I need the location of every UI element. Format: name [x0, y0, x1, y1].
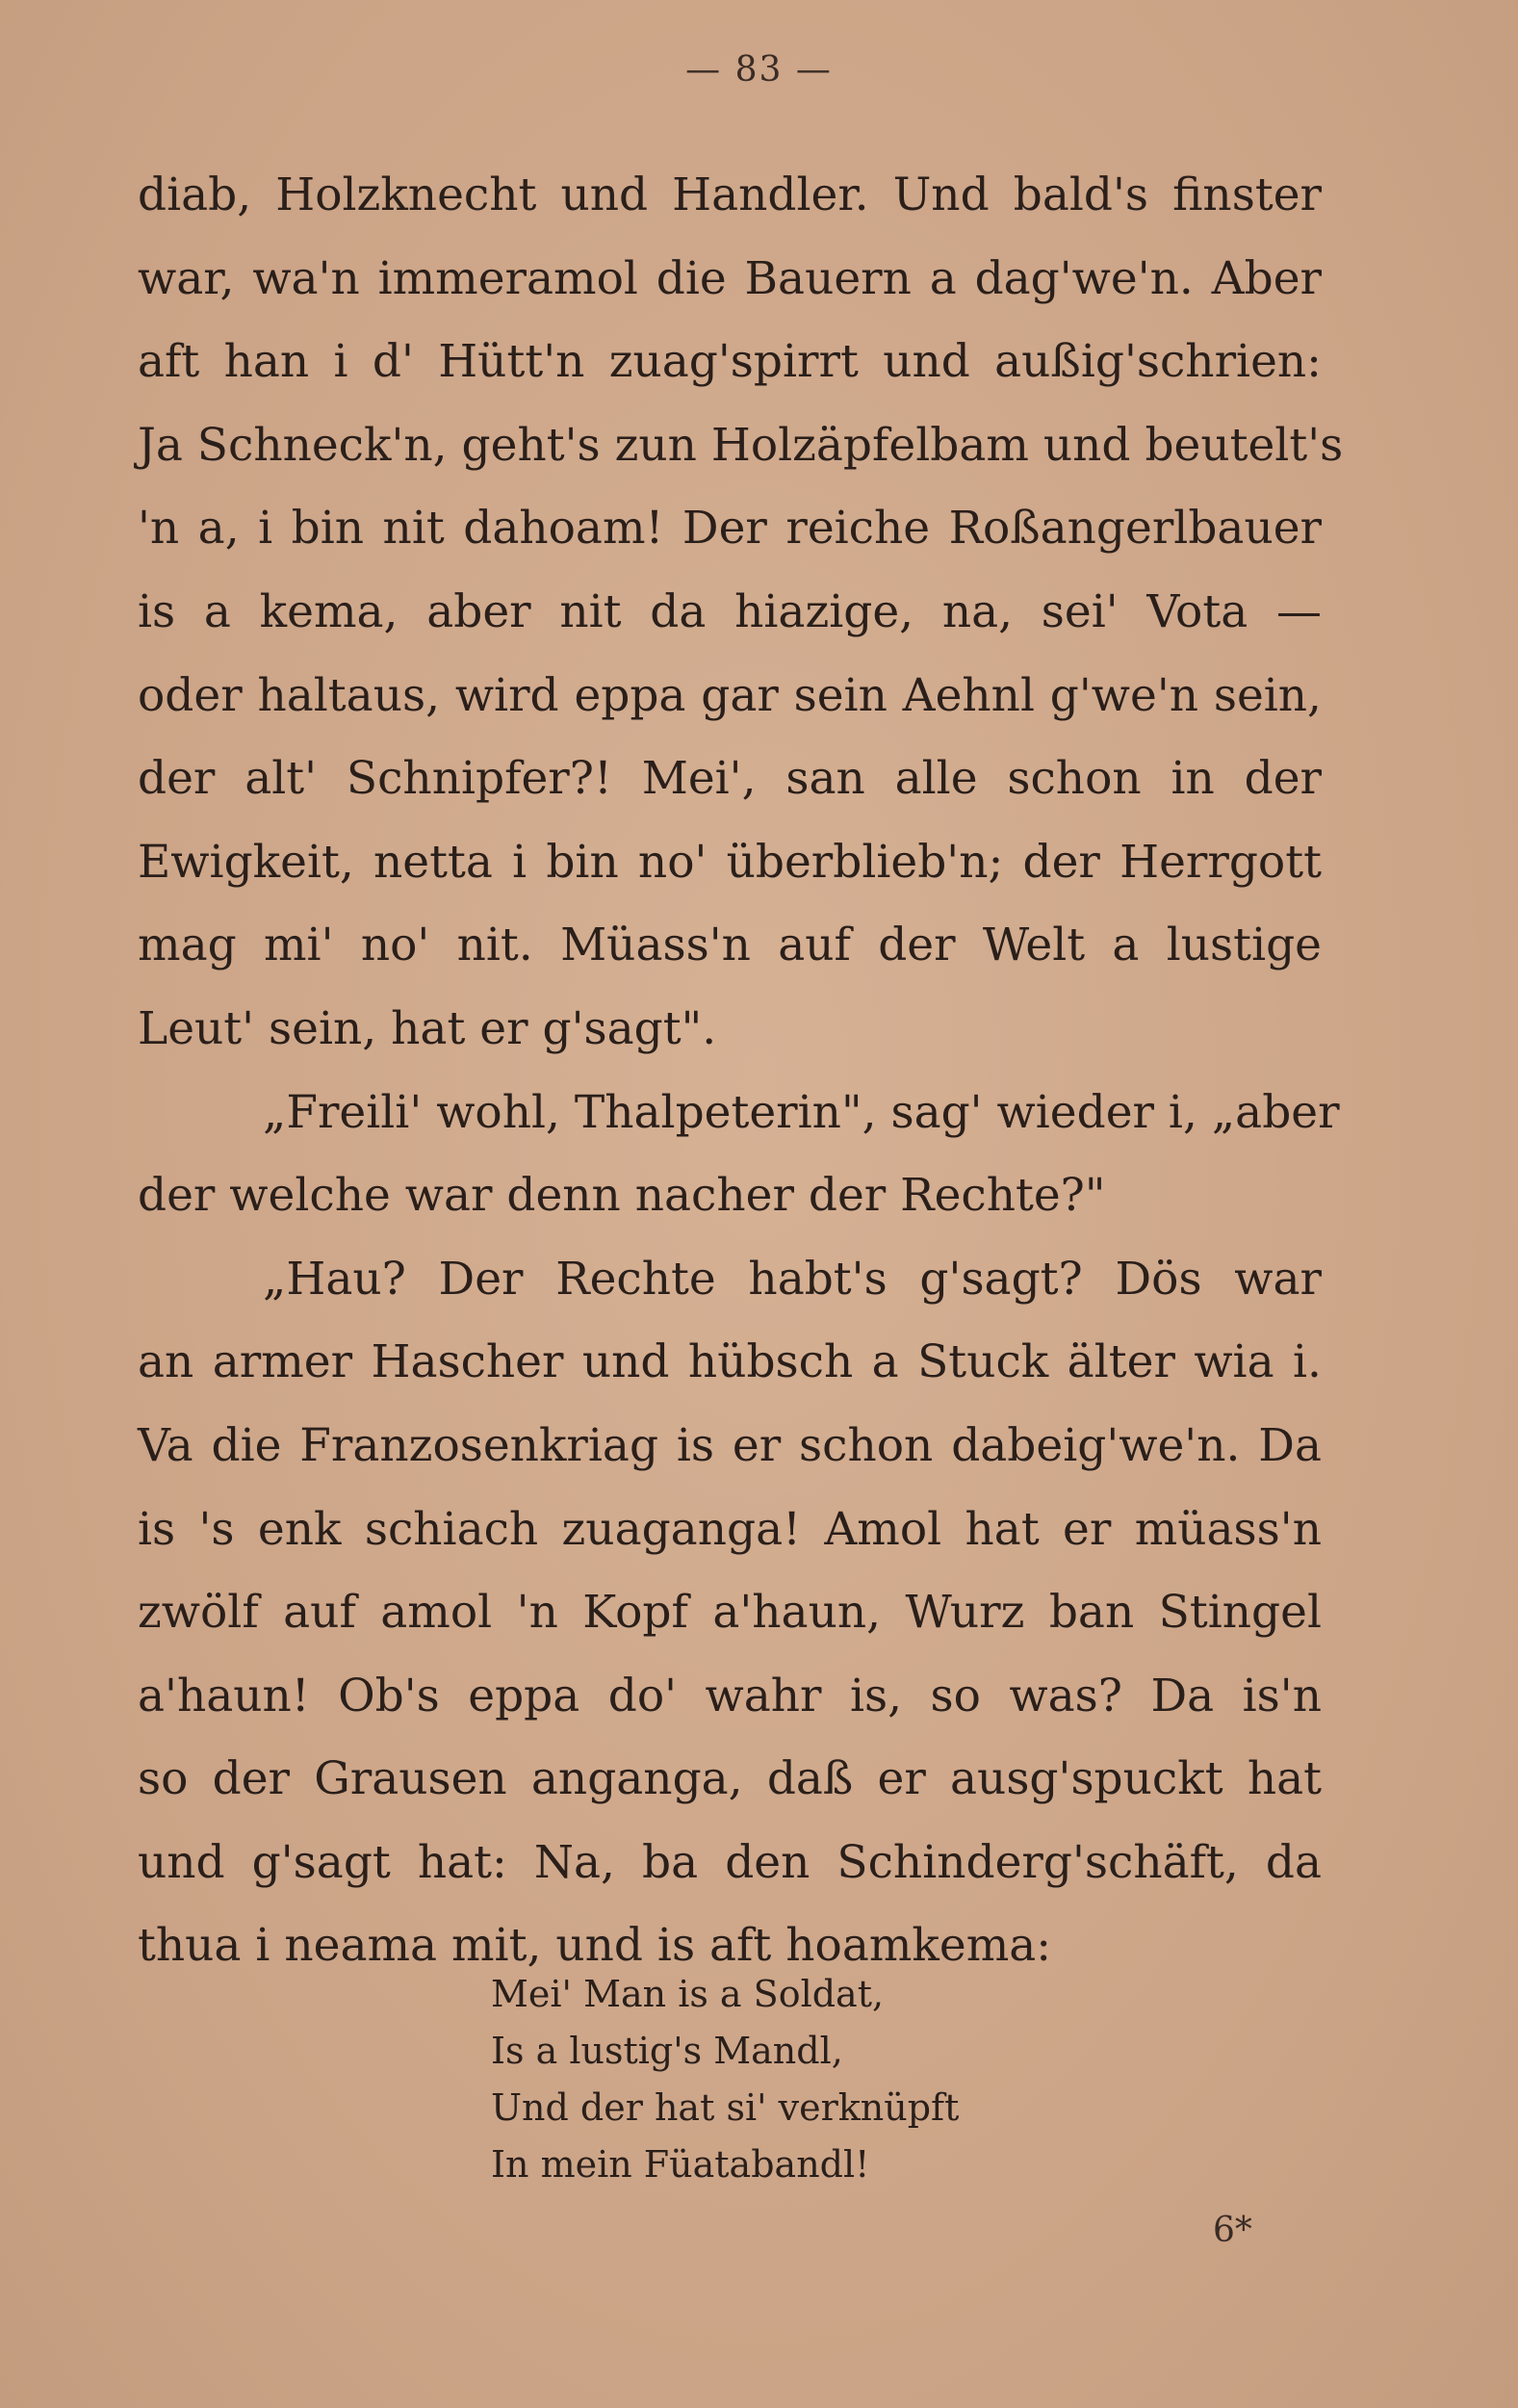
text-line: Leut' sein, hat er g'sagt".	[138, 1001, 717, 1055]
text-line: der alt' Schnipfer?! Mei', san alle schon in der	[138, 752, 1322, 806]
body-text	[138, 154, 1344, 1988]
text-line: zwölf auf amol 'n Kopf a'haun, Wurz ban Stingel	[138, 1586, 1322, 1640]
text-line: oder haltaus, wird eppa gar sein Aehnl g'we'n sein,	[138, 668, 1322, 722]
signature-mark: 6*	[1213, 2211, 1252, 2250]
text-line: Va die Franzosenkriag is er schon dabeig'we'n. Da	[138, 1418, 1322, 1472]
text-line: diab, Holzknecht und Handler. Und bald's finster	[138, 168, 1322, 221]
text-line: so der Grausen anganga, daß er ausg'spuckt hat	[138, 1752, 1322, 1806]
poem-line: Und der hat si' verknüpft	[491, 2086, 960, 2129]
text-line: mag mi' no' nit. Müass'n auf der Welt a lustige	[138, 919, 1322, 972]
page-number-header: — 83 —	[685, 50, 833, 90]
text-line: „Hau? Der Rechte habt's g'sagt? Dös war	[263, 1252, 1322, 1306]
text-line: thua i neama mit, und is aft hoamkema:	[138, 1919, 1052, 1973]
text-line: Ja Schneck'n, geht's zun Holzäpfelbam und beutelt's	[138, 418, 1344, 472]
text-line: und g'sagt hat: Na, ba den Schinderg'schäft, da	[138, 1835, 1322, 1889]
poem-line: In mein Füatabandl!	[491, 2143, 870, 2186]
text-line: is 's enk schiach zuaganga! Amol hat er müass'n	[138, 1502, 1322, 1556]
poem-line: Is a lustig's Mandl,	[491, 2030, 843, 2072]
text-line: a'haun! Ob's eppa do' wahr is, so was? Da is'n	[138, 1669, 1322, 1722]
text-line: der welche war denn nacher der Rechte?"	[138, 1169, 1106, 1223]
text-line: an armer Hascher und hübsch a Stuck älter wia i.	[138, 1335, 1322, 1389]
text-line: war, wa'n immeramol die Bauern a dag'we'n. Aber	[138, 251, 1322, 305]
text-line: Ewigkeit, netta i bin no' überblieb'n; der Herrgott	[138, 835, 1322, 889]
text-line: aft han i d' Hütt'n zuag'spirrt und außig'schrien:	[138, 335, 1322, 389]
poem-line: Mei' Man is a Soldat,	[491, 1973, 885, 2015]
text-line: is a kema, aber nit da hiazige, na, sei' Vota —	[138, 584, 1322, 638]
text-line: „Freili' wohl, Thalpeterin", sag' wieder i, „aber	[263, 1085, 1340, 1139]
poem-verse	[491, 1966, 959, 2193]
text-line: 'n a, i bin nit dahoam! Der reiche Roßangerlbauer	[138, 502, 1322, 556]
